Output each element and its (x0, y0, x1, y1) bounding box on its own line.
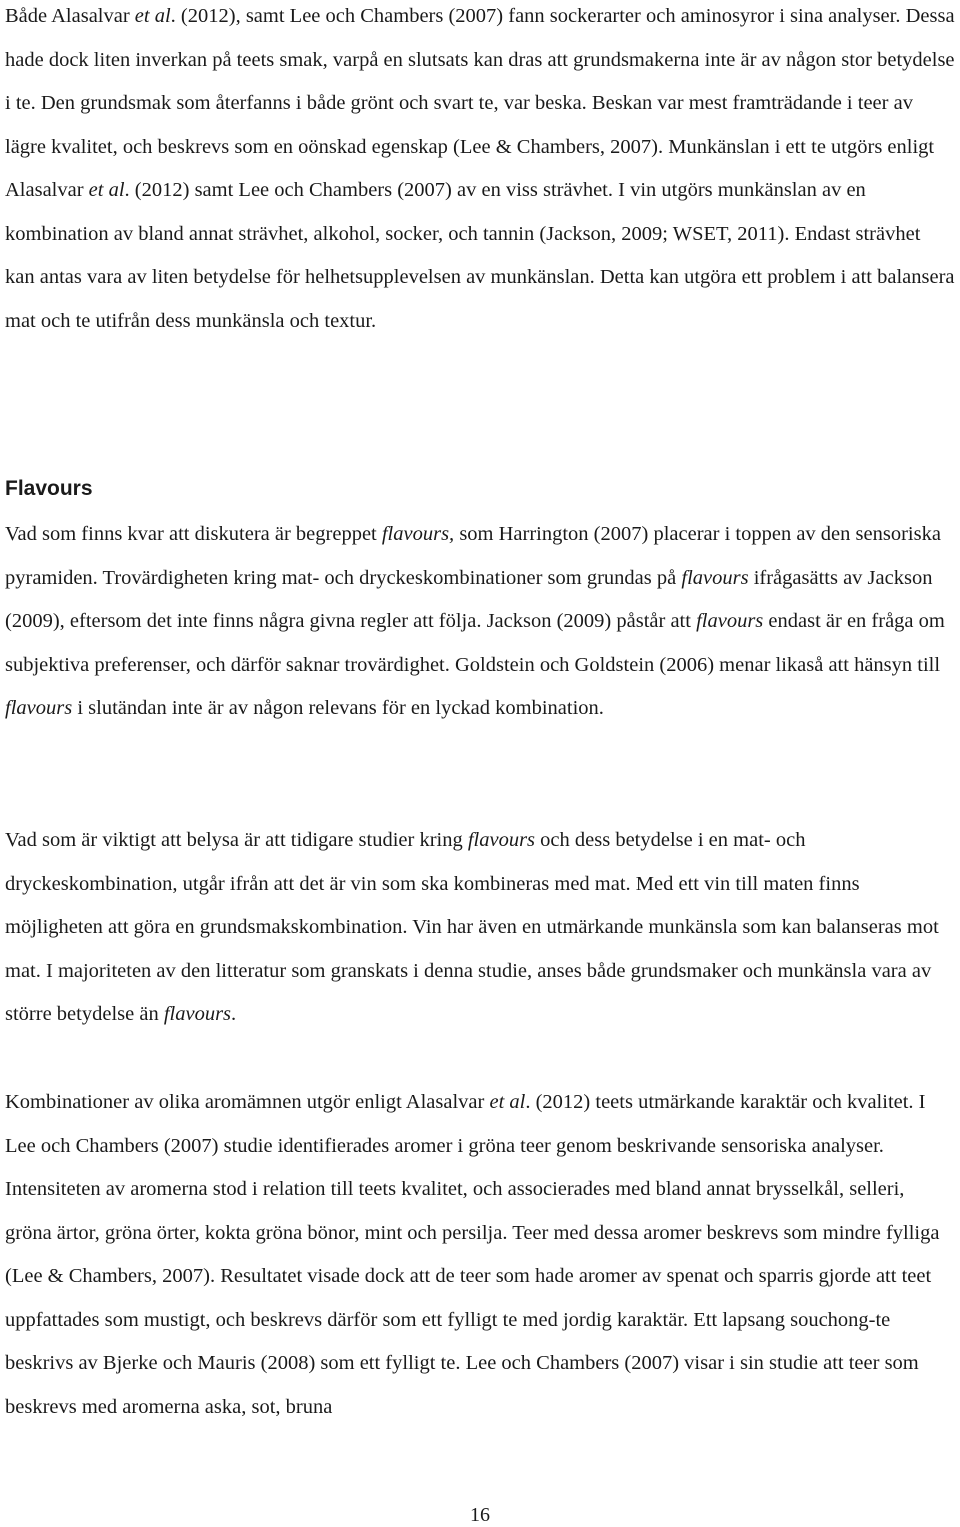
body-paragraph (5, 513, 955, 731)
section-heading: Flavours (5, 477, 93, 500)
text-segment: . (231, 1003, 237, 1025)
text-segment: Vad som finns kvar att diskutera är begreppet (5, 523, 382, 545)
body-paragraph (5, 1081, 955, 1429)
italic-text-segment: flavours, (381, 523, 455, 545)
text-segment: Kombinationer av olika aromämnen utgör enligt Alasalvar (5, 1091, 490, 1113)
text-segment: . (2012) teets utmärkande karaktär och kvalitet. I Lee och Chambers (2007) studie identifierades aromer i gröna teer genom beskrivande sensoriska analyser. Intensiteten av aromerna stod i relation till teets kvalitet, och associerades med bland annat brysselkål, selleri, gröna ärtor, gröna örter, kokta gröna bönor, mint och persilja. Teer med dessa aromer beskrevs som mindre fylliga (Lee & Chambers, 2007). Resultatet visade dock att de teer som hade aromer av spenat och sparris gjorde att teet uppfattades som mustigt, och beskrevs därför som ett fylligt te med jordig karaktär. Ett lapsang souchong-te beskrivs av Bjerke och Mauris (2008) som ett fylligt te. Lee och Chambers (2007) visar i sin studie att teer som beskrevs med aromerna aska, sot, bruna (5, 1091, 940, 1418)
text-segment: Både Alasalvar (5, 5, 135, 27)
text-segment: . (2012), samt Lee och Chambers (2007) fann sockerarter och aminosyror i sina analyser. Dessa hade dock liten inverkan på teets smak, varpå en slutsats kan dras att grundsmakerna inte är av någon stor betydelse i te. Den grundsmak som återfanns i både grönt och svart te, var beska. Beskan var mest framträdande i teer av lägre kvalitet, och beskrevs som en oönskad egenskap (Lee & Chambers, 2007). Munkänslan i ett te utgörs enligt Alasalvar (5, 5, 955, 201)
italic-text-segment: flavours (163, 1003, 232, 1025)
italic-text-segment: et al (88, 179, 125, 201)
text-segment: i slutändan inte är av någon relevans för en lyckad kombination. (72, 697, 604, 719)
italic-text-segment: flavours (681, 566, 749, 589)
text-segment: som Harrington (2007) placerar i toppen av den sensoriska pyramiden. Trovärdigheten kring mat- och dryckeskombinationer som grundas på (5, 523, 941, 589)
text-segment: ifrågasätts av Jackson (2009), eftersom det inte finns några givna regler att följa. Jackson (2009) påstår att (5, 566, 933, 632)
italic-text-segment: flavours (696, 610, 764, 632)
italic-text-segment: flavours (5, 697, 73, 719)
body-paragraph (5, 819, 955, 1037)
text-segment: Vad som är viktigt att belysa är att tidigare studier kring (5, 829, 468, 851)
italic-text-segment: flavours (467, 829, 536, 851)
text-segment: endast är en fråga om subjektiva preferenser, och därför saknar trovärdighet. Goldstein och Goldstein (2006) menar likaså att hänsyn till (5, 610, 945, 676)
italic-text-segment: et al (134, 5, 171, 27)
text-segment: och dess betydelse i en mat- och dryckeskombination, utgår ifrån att det är vin som ska kombineras med mat. Med ett vin till maten finns möjligheten att göra en grundsmakskombination. Vin har även en utmärkande munkänsla som kan balanseras mot mat. I majoriteten av den litteratur som granskats i denna studie, anses både grundsmaker och munkänsla vara av större betydelse än (5, 829, 939, 1025)
text-segment: . (2012) samt Lee och Chambers (2007) av en viss strävhet. I vin utgörs munkänslan av en kombination av bland annat strävhet, alkohol, socker, och tannin (Jackson, 2009; WSET, 2011). Endast strävhet kan antas vara av liten betydelse för helhetsupplevelsen av munkänslan. Detta kan utgöra ett problem i att balansera mat och te utifrån dess munkänsla och textur. (5, 179, 955, 332)
page-number: 16 (470, 1504, 490, 1526)
body-paragraph (5, 0, 955, 343)
italic-text-segment: et al (489, 1091, 526, 1113)
